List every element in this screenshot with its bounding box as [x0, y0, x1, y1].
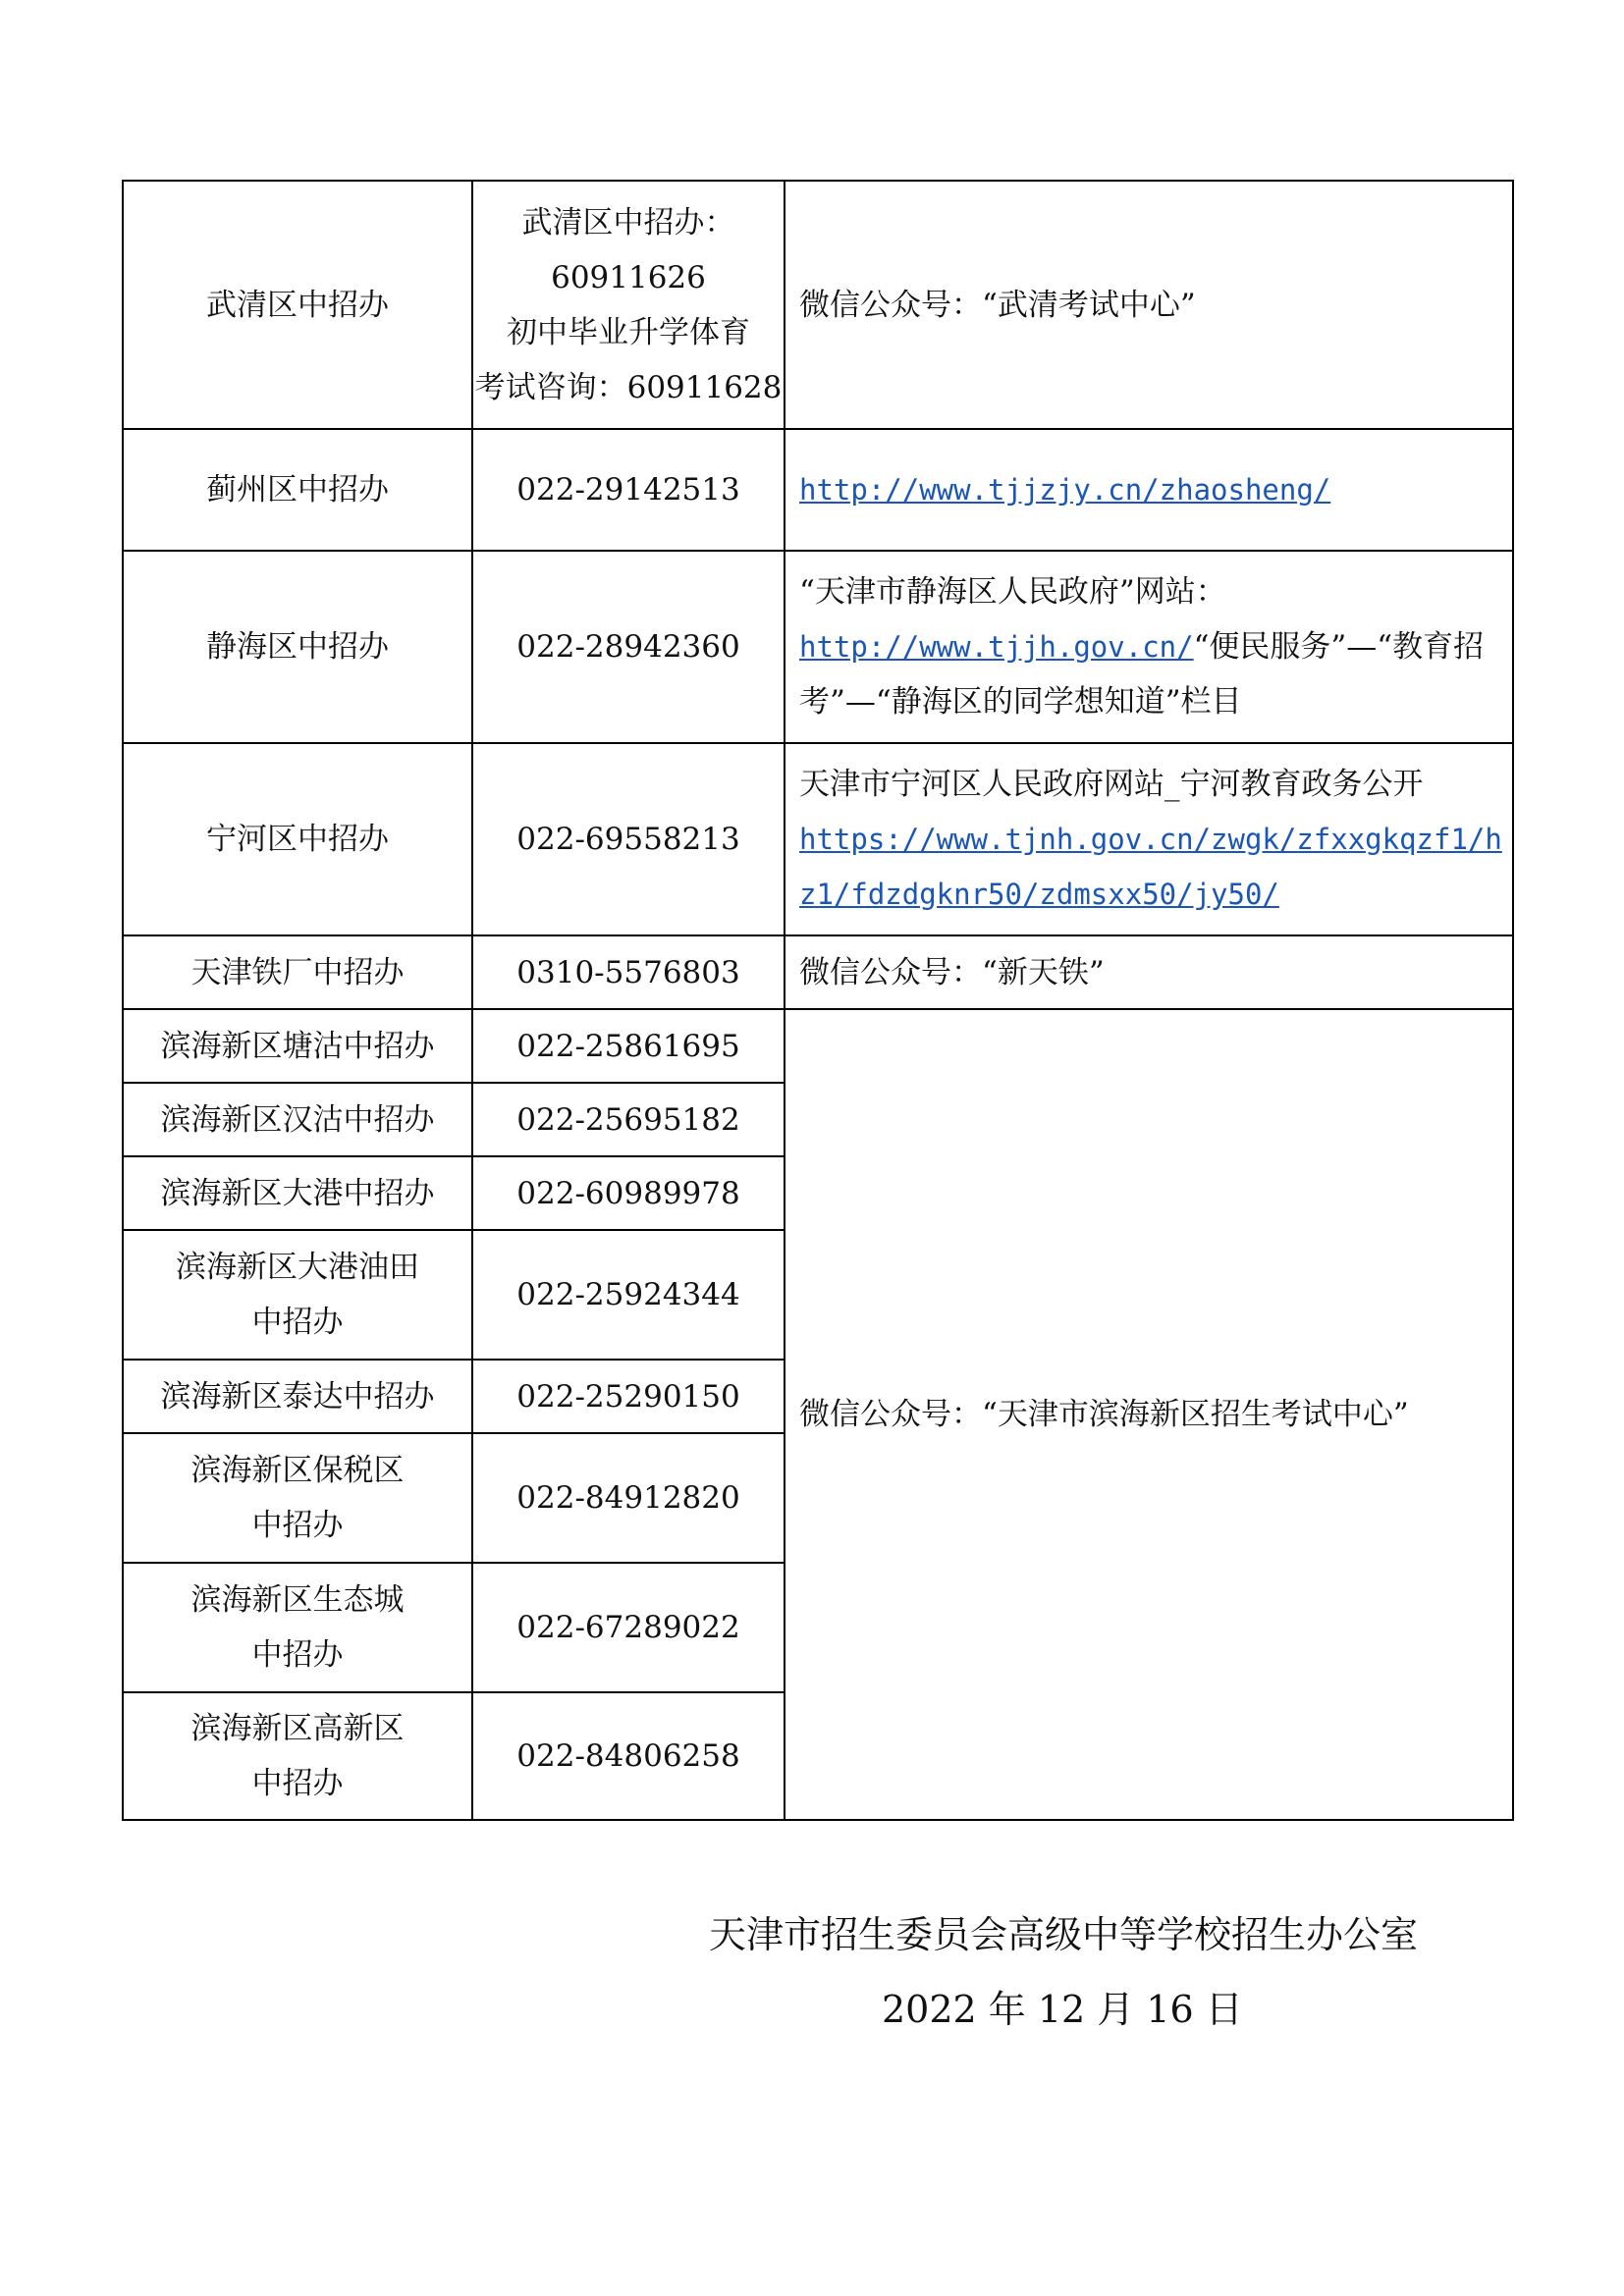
phone-number: 022-25924344	[472, 1230, 785, 1360]
info-cell: 微信公众号：“武清考试中心”	[785, 181, 1513, 429]
contacts-table	[122, 180, 1514, 1821]
office-name-line: 中招办	[251, 1637, 344, 1673]
phone-number: 022-84912820	[472, 1433, 785, 1563]
info-cell: 微信公众号：“新天铁”	[785, 935, 1513, 1009]
table-row	[123, 429, 1513, 551]
office-name	[123, 1230, 472, 1360]
office-name-line: 滨海新区生态城	[190, 1582, 405, 1618]
office-name: 滨海新区塘沽中招办	[123, 1009, 472, 1083]
office-name-line: 中招办	[251, 1766, 344, 1801]
office-name: 滨海新区大港中招办	[123, 1156, 472, 1230]
info-text: 天津市宁河区人民政府网站_宁河教育政务公开	[799, 767, 1424, 802]
office-name: 蓟州区中招办	[123, 429, 472, 551]
website-link[interactable]: http://www.tjjzjy.cn/zhaosheng/	[799, 473, 1331, 507]
phone-number: 022-25290150	[472, 1360, 785, 1433]
office-name-line: 中招办	[251, 1508, 344, 1543]
office-name-line: 滨海新区高新区	[190, 1711, 405, 1746]
table-row	[123, 551, 1513, 743]
phone-line: 初中毕业升学体育	[507, 314, 750, 350]
table-row	[123, 935, 1513, 1009]
office-name	[123, 1692, 472, 1820]
phone-number: 0310-5576803	[472, 935, 785, 1009]
phone-number: 022-25695182	[472, 1083, 785, 1156]
table-row	[123, 181, 1513, 429]
binhai-info-cell: 微信公众号：“天津市滨海新区招生考试中心”	[785, 1009, 1513, 1820]
phone-number: 022-67289022	[472, 1563, 785, 1692]
phone-number: 022-25861695	[472, 1009, 785, 1083]
office-name: 武清区中招办	[123, 181, 472, 429]
office-name: 滨海新区泰达中招办	[123, 1360, 472, 1433]
table-row	[123, 743, 1513, 935]
phone-line: 考试咨询：60911628	[474, 369, 783, 405]
info-text: “便民服务”—“教育招考”—“静海区的同学想知道”栏目	[799, 629, 1485, 720]
table-row	[123, 1009, 1513, 1083]
info-cell	[785, 429, 1513, 551]
phone-number: 022-69558213	[472, 743, 785, 935]
office-name: 静海区中招办	[123, 551, 472, 743]
website-link[interactable]: https://www.tjnh.gov.cn/zwgk/zfxxgkqzf1/hz1/fdzdgknr50/zdmsxx50/jy50/	[799, 823, 1502, 911]
issue-date: 2022 年 12 月 16 日	[882, 1988, 1243, 2031]
office-name	[123, 1563, 472, 1692]
phone-number: 022-29142513	[472, 429, 785, 551]
office-name	[123, 1433, 472, 1563]
website-link[interactable]: http://www.tjjh.gov.cn/	[799, 630, 1194, 664]
info-cell	[785, 551, 1513, 743]
office-name: 滨海新区汉沽中招办	[123, 1083, 472, 1156]
office-name-line: 滨海新区保税区	[190, 1453, 405, 1488]
phone-number: 022-60989978	[472, 1156, 785, 1230]
phone-line: 武清区中招办：	[521, 204, 735, 240]
phone-cell	[472, 181, 785, 429]
office-name: 天津铁厂中招办	[123, 935, 472, 1009]
office-name: 宁河区中招办	[123, 743, 472, 935]
phone-number: 022-28942360	[472, 551, 785, 743]
phone-number: 022-84806258	[472, 1692, 785, 1820]
office-name-line: 中招办	[251, 1305, 344, 1340]
info-text: “天津市静海区人民政府”网站：	[799, 574, 1226, 610]
phone-line: 60911626	[551, 259, 706, 295]
office-name-line: 滨海新区大港油田	[176, 1250, 419, 1285]
issuing-organization: 天津市招生委员会高级中等学校招生办公室	[709, 1913, 1419, 1956]
info-cell	[785, 743, 1513, 935]
